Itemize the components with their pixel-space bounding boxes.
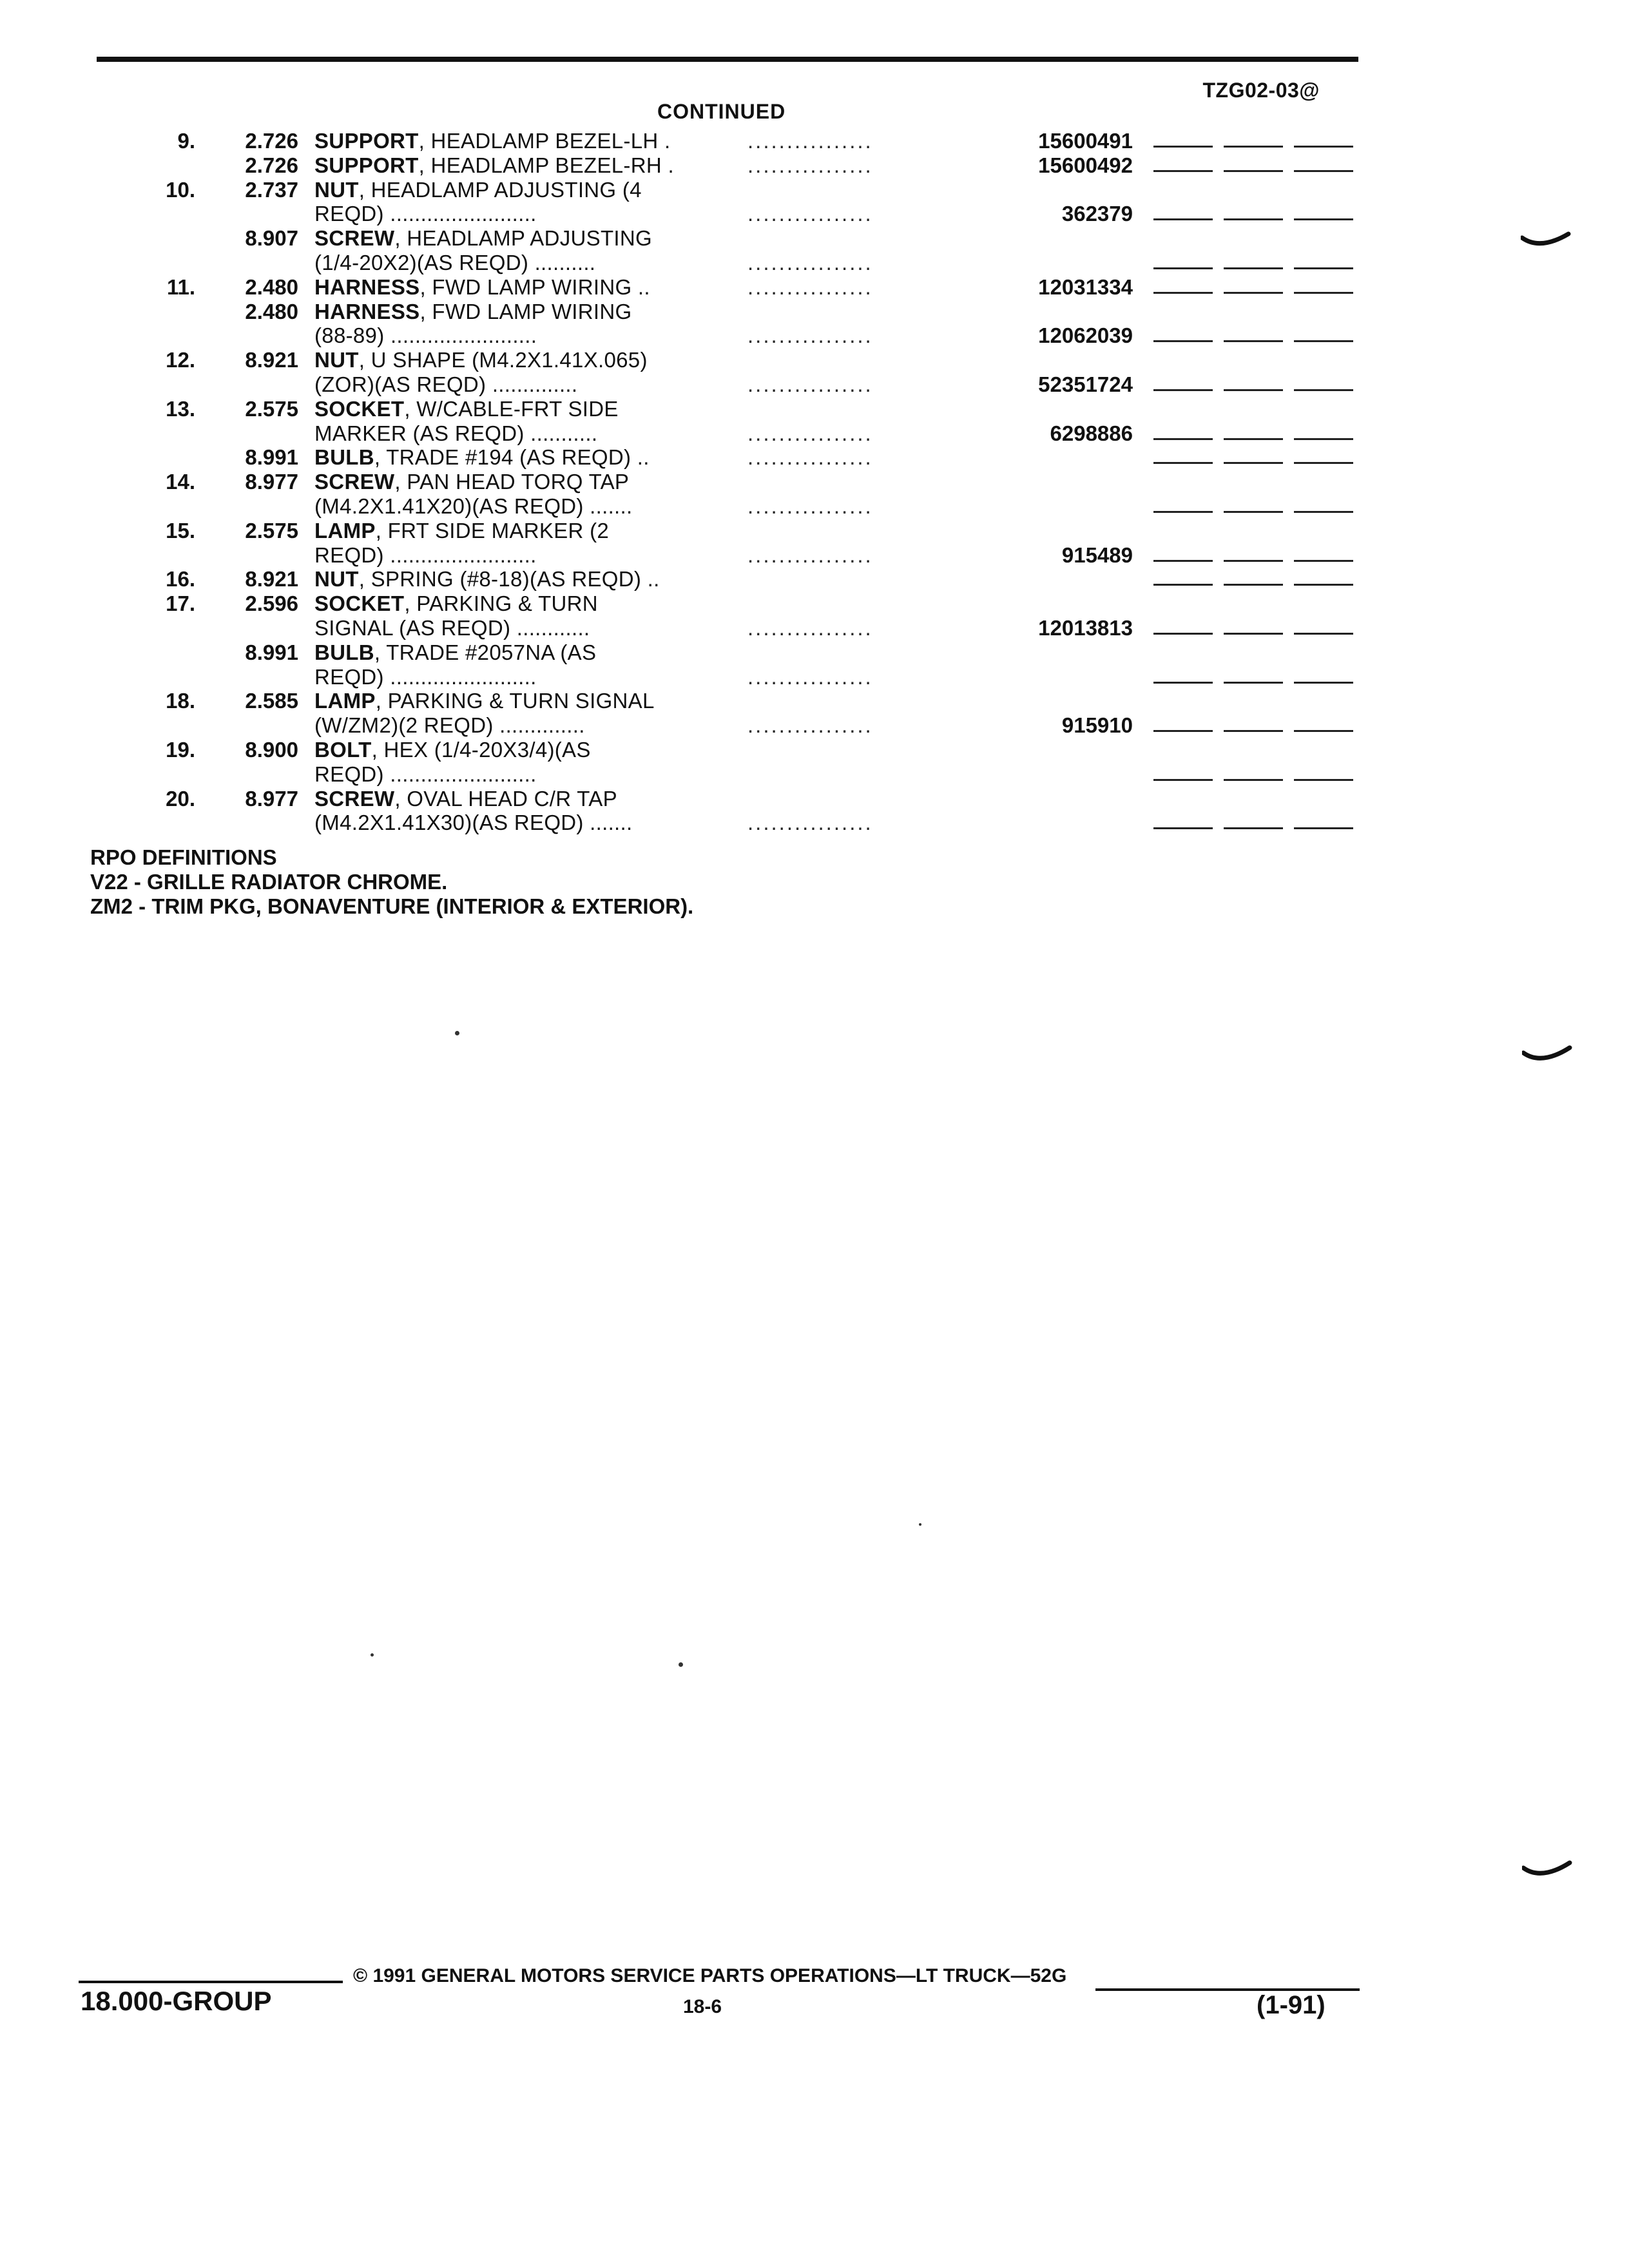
- blank-line: [1294, 218, 1353, 220]
- dot-leader: ................: [747, 664, 873, 689]
- part-number: 915910: [1061, 713, 1133, 738]
- dot-leader: ................: [747, 274, 873, 299]
- figure-number: 8.991: [245, 640, 298, 664]
- figure-number: 8.900: [245, 737, 298, 762]
- figure-number: 8.977: [245, 786, 298, 811]
- group-label: 18.000-GROUP: [81, 1986, 272, 2016]
- order-quantity-blanks: [1153, 292, 1353, 294]
- dot-leader: ................: [747, 713, 873, 738]
- blank-line: [1224, 682, 1283, 684]
- part-detail: (W/ZM2)(2 REQD) ..............: [314, 713, 585, 738]
- date-code: (1-91): [1257, 1991, 1325, 2019]
- parts-row: [0, 616, 1629, 640]
- part-description: [314, 348, 648, 372]
- part-name: SCREW: [314, 470, 395, 494]
- binder-hole-mark-top: [1521, 229, 1572, 255]
- part-detail: , HEADLAMP BEZEL-LH .: [418, 129, 671, 153]
- parts-row: [0, 129, 1629, 153]
- parts-row: [0, 738, 1629, 762]
- order-quantity-blanks: [1153, 462, 1353, 464]
- blank-line: [1224, 389, 1283, 391]
- order-quantity-blanks: [1153, 511, 1353, 513]
- part-detail: , FRT SIDE MARKER (2: [375, 518, 610, 543]
- binder-hole-mark-bottom: [1522, 1859, 1574, 1885]
- binder-hole-mark-middle: [1522, 1044, 1574, 1070]
- part-description: [314, 397, 619, 421]
- blank-line: [1153, 267, 1213, 269]
- parts-row: [0, 397, 1629, 421]
- blank-line: [1224, 779, 1283, 781]
- order-quantity-blanks: [1153, 584, 1353, 586]
- blank-line: [1224, 730, 1283, 732]
- part-description: [314, 762, 537, 787]
- parts-row: [0, 178, 1629, 202]
- order-quantity-blanks: [1153, 170, 1353, 172]
- part-number: 12013813: [1038, 615, 1133, 640]
- dot-leader: ................: [747, 615, 873, 640]
- dot-leader: ................: [747, 372, 873, 396]
- part-detail: (M4.2X1.41X20)(AS REQD) .......: [314, 494, 633, 518]
- blank-line: [1294, 827, 1353, 829]
- parts-row: [0, 494, 1629, 519]
- part-name: SCREW: [314, 226, 395, 251]
- part-description: [314, 640, 596, 665]
- scan-speck: [371, 1653, 374, 1657]
- part-name: BULB: [314, 445, 374, 470]
- blank-line: [1153, 511, 1213, 513]
- blank-line: [1294, 560, 1353, 562]
- part-description: [314, 153, 674, 178]
- part-detail: , HEX (1/4-20X3/4)(AS: [371, 737, 591, 762]
- item-reference-number: 18.: [166, 689, 195, 713]
- item-reference-number: 20.: [166, 786, 195, 811]
- part-detail: , FWD LAMP WIRING: [419, 299, 632, 323]
- parts-row: [0, 323, 1629, 348]
- parts-row: [0, 567, 1629, 591]
- part-name: BOLT: [314, 737, 372, 762]
- dot-leader: ................: [747, 543, 873, 567]
- part-name: NUT: [314, 348, 359, 372]
- blank-line: [1153, 682, 1213, 684]
- part-description: [314, 665, 537, 689]
- dot-leader: ................: [747, 250, 873, 274]
- parts-row: [0, 445, 1629, 470]
- part-name: BULB: [314, 640, 374, 664]
- parts-row: [0, 226, 1629, 251]
- part-description: [314, 275, 650, 300]
- part-description: [314, 567, 660, 591]
- blank-line: [1224, 340, 1283, 342]
- part-detail: (88-89) ........................: [314, 323, 537, 348]
- part-name: SOCKET: [314, 396, 405, 421]
- dot-leader: ................: [747, 494, 873, 518]
- scan-speck: [679, 1662, 683, 1667]
- blank-line: [1153, 560, 1213, 562]
- rpo-line-zm2: ZM2 - TRIM PKG, BONAVENTURE (INTERIOR & EXTERIOR).: [90, 894, 694, 918]
- parts-row: [0, 640, 1629, 665]
- part-detail: , SPRING (#8-18)(AS REQD) ..: [358, 567, 660, 591]
- part-detail: , HEADLAMP BEZEL-RH .: [418, 153, 674, 177]
- parts-row: [0, 713, 1629, 738]
- page-number: 18-6: [683, 1996, 722, 2017]
- item-reference-number: 16.: [166, 567, 195, 591]
- blank-line: [1224, 462, 1283, 464]
- part-detail: REQD) ........................: [314, 664, 537, 689]
- figure-number: 8.991: [245, 445, 298, 470]
- part-number: 52351724: [1038, 372, 1133, 396]
- blank-line: [1294, 633, 1353, 635]
- part-description: [314, 543, 537, 568]
- part-detail: (ZOR)(AS REQD) ..............: [314, 372, 578, 396]
- part-description: [314, 713, 585, 738]
- parts-row: [0, 421, 1629, 446]
- order-quantity-blanks: [1153, 560, 1353, 562]
- order-quantity-blanks: [1153, 218, 1353, 220]
- part-detail: , TRADE #2057NA (AS: [374, 640, 597, 664]
- parts-list: [0, 129, 1629, 835]
- blank-line: [1224, 267, 1283, 269]
- parts-row: [0, 519, 1629, 543]
- blank-line: [1294, 682, 1353, 684]
- figure-number: 2.585: [245, 689, 298, 713]
- figure-number: 2.480: [245, 274, 298, 299]
- figure-number: 2.726: [245, 153, 298, 177]
- dot-leader: ................: [747, 202, 873, 226]
- blank-line: [1294, 267, 1353, 269]
- part-description: [314, 129, 670, 153]
- blank-line: [1294, 779, 1353, 781]
- figure-number: 2.480: [245, 299, 298, 323]
- part-description: [314, 738, 591, 762]
- blank-line: [1153, 779, 1213, 781]
- item-reference-number: 9.: [177, 129, 195, 153]
- order-quantity-blanks: [1153, 340, 1353, 342]
- blank-line: [1153, 170, 1213, 172]
- figure-number: 8.921: [245, 567, 298, 591]
- blank-line: [1224, 584, 1283, 586]
- blank-line: [1224, 633, 1283, 635]
- parts-row: [0, 300, 1629, 324]
- order-quantity-blanks: [1153, 267, 1353, 269]
- part-description: [314, 421, 597, 446]
- figure-number: 2.726: [245, 129, 298, 153]
- blank-line: [1294, 438, 1353, 440]
- parts-row: [0, 372, 1629, 397]
- document-code: TZG02-03@: [1202, 79, 1320, 102]
- part-name: SUPPORT: [314, 153, 419, 177]
- figure-number: 8.977: [245, 470, 298, 494]
- order-quantity-blanks: [1153, 827, 1353, 829]
- dot-leader: ................: [747, 811, 873, 835]
- part-name: SCREW: [314, 786, 395, 811]
- item-reference-number: 11.: [166, 274, 195, 299]
- part-name: HARNESS: [314, 274, 420, 299]
- item-reference-number: 15.: [166, 518, 195, 543]
- blank-line: [1294, 292, 1353, 294]
- part-detail: , HEADLAMP ADJUSTING (4: [358, 177, 642, 202]
- part-description: [314, 323, 537, 348]
- part-detail: (M4.2X1.41X30)(AS REQD) .......: [314, 811, 633, 835]
- item-reference-number: 17.: [166, 591, 195, 616]
- part-detail: , TRADE #194 (AS REQD) ..: [374, 445, 650, 470]
- rpo-definitions: [90, 845, 693, 919]
- scan-speck: [919, 1523, 921, 1526]
- parts-row: [0, 251, 1629, 275]
- order-quantity-blanks: [1153, 389, 1353, 391]
- figure-number: 8.907: [245, 226, 298, 251]
- parts-row: [0, 202, 1629, 226]
- dot-leader: ................: [747, 323, 873, 348]
- part-detail: SIGNAL (AS REQD) ............: [314, 615, 590, 640]
- order-quantity-blanks: [1153, 682, 1353, 684]
- part-detail: REQD) ........................: [314, 543, 537, 567]
- part-description: [314, 470, 629, 494]
- part-name: NUT: [314, 567, 359, 591]
- part-name: SOCKET: [314, 591, 405, 616]
- part-name: SUPPORT: [314, 129, 419, 153]
- item-reference-number: 10.: [166, 177, 195, 202]
- blank-line: [1294, 146, 1353, 148]
- part-number: 15600492: [1038, 153, 1133, 177]
- parts-row: [0, 275, 1629, 300]
- part-description: [314, 300, 631, 324]
- blank-line: [1153, 584, 1213, 586]
- part-name: LAMP: [314, 689, 376, 713]
- blank-line: [1224, 218, 1283, 220]
- part-detail: , OVAL HEAD C/R TAP: [394, 786, 617, 811]
- part-detail: , PARKING & TURN SIGNAL: [375, 689, 655, 713]
- blank-line: [1153, 340, 1213, 342]
- item-reference-number: 19.: [166, 737, 195, 762]
- blank-line: [1153, 633, 1213, 635]
- parts-row: [0, 787, 1629, 811]
- blank-line: [1294, 389, 1353, 391]
- part-name: LAMP: [314, 518, 376, 543]
- blank-line: [1294, 730, 1353, 732]
- blank-line: [1294, 584, 1353, 586]
- blank-line: [1153, 827, 1213, 829]
- parts-row: [0, 591, 1629, 616]
- part-detail: REQD) ........................: [314, 202, 537, 226]
- order-quantity-blanks: [1153, 146, 1353, 148]
- parts-row: [0, 348, 1629, 372]
- part-description: [314, 689, 655, 713]
- part-name: HARNESS: [314, 299, 420, 323]
- blank-line: [1294, 462, 1353, 464]
- blank-line: [1153, 292, 1213, 294]
- part-name: NUT: [314, 177, 359, 202]
- figure-number: 8.921: [245, 348, 298, 372]
- part-description: [314, 811, 632, 835]
- order-quantity-blanks: [1153, 438, 1353, 440]
- blank-line: [1294, 340, 1353, 342]
- part-number: 362379: [1061, 202, 1133, 226]
- part-description: [314, 251, 595, 275]
- figure-number: 2.575: [245, 518, 298, 543]
- rpo-line-v22: V22 - GRILLE RADIATOR CHROME.: [90, 870, 448, 894]
- figure-number: 2.575: [245, 396, 298, 421]
- part-detail: , W/CABLE-FRT SIDE: [404, 396, 619, 421]
- parts-row: [0, 470, 1629, 494]
- part-detail: REQD) ........................: [314, 762, 537, 786]
- dot-leader: ................: [747, 445, 873, 470]
- part-description: [314, 226, 652, 251]
- parts-row: [0, 153, 1629, 178]
- part-detail: , PARKING & TURN: [404, 591, 598, 616]
- part-number: 12031334: [1038, 274, 1133, 299]
- part-description: [314, 787, 617, 811]
- item-reference-number: 14.: [166, 470, 195, 494]
- part-number: 15600491: [1038, 129, 1133, 153]
- part-description: [314, 445, 650, 470]
- blank-line: [1153, 462, 1213, 464]
- part-detail: , PAN HEAD TORQ TAP: [394, 470, 630, 494]
- part-number: 12062039: [1038, 323, 1133, 348]
- figure-number: 2.596: [245, 591, 298, 616]
- blank-line: [1224, 292, 1283, 294]
- parts-row: [0, 543, 1629, 568]
- blank-line: [1153, 146, 1213, 148]
- top-rule: [97, 57, 1358, 62]
- part-detail: , U SHAPE (M4.2X1.41X.065): [358, 348, 648, 372]
- blank-line: [1224, 170, 1283, 172]
- part-detail: (1/4-20X2)(AS REQD) ..........: [314, 250, 596, 274]
- parts-row: [0, 811, 1629, 835]
- part-description: [314, 202, 537, 226]
- blank-line: [1153, 389, 1213, 391]
- part-description: [314, 616, 590, 640]
- parts-row: [0, 762, 1629, 787]
- continued-heading: CONTINUED: [657, 100, 786, 123]
- rpo-title: RPO DEFINITIONS: [90, 845, 277, 869]
- part-detail: , FWD LAMP WIRING ..: [419, 274, 650, 299]
- part-number: 6298886: [1050, 421, 1133, 445]
- part-detail: , HEADLAMP ADJUSTING: [394, 226, 652, 251]
- part-description: [314, 372, 577, 397]
- blank-line: [1224, 511, 1283, 513]
- footer-rule-left: [79, 1981, 343, 1983]
- parts-row: [0, 665, 1629, 689]
- order-quantity-blanks: [1153, 633, 1353, 635]
- order-quantity-blanks: [1153, 730, 1353, 732]
- blank-line: [1294, 170, 1353, 172]
- dot-leader: ................: [747, 129, 873, 153]
- blank-line: [1224, 438, 1283, 440]
- blank-line: [1153, 218, 1213, 220]
- scan-speck: [455, 1031, 459, 1035]
- part-description: [314, 591, 598, 616]
- dot-leader: ................: [747, 421, 873, 445]
- item-reference-number: 12.: [166, 348, 195, 372]
- part-number: 915489: [1061, 543, 1133, 567]
- blank-line: [1153, 730, 1213, 732]
- item-reference-number: 13.: [166, 396, 195, 421]
- copyright-line: © 1991 GENERAL MOTORS SERVICE PARTS OPERATIONS—LT TRUCK—52G: [353, 1965, 1067, 1986]
- part-description: [314, 494, 632, 519]
- blank-line: [1224, 560, 1283, 562]
- blank-line: [1224, 827, 1283, 829]
- part-description: [314, 178, 642, 202]
- part-description: [314, 519, 609, 543]
- parts-row: [0, 689, 1629, 713]
- blank-line: [1294, 511, 1353, 513]
- blank-line: [1153, 438, 1213, 440]
- dot-leader: ................: [747, 153, 873, 177]
- order-quantity-blanks: [1153, 779, 1353, 781]
- figure-number: 2.737: [245, 177, 298, 202]
- part-detail: MARKER (AS REQD) ...........: [314, 421, 598, 445]
- blank-line: [1224, 146, 1283, 148]
